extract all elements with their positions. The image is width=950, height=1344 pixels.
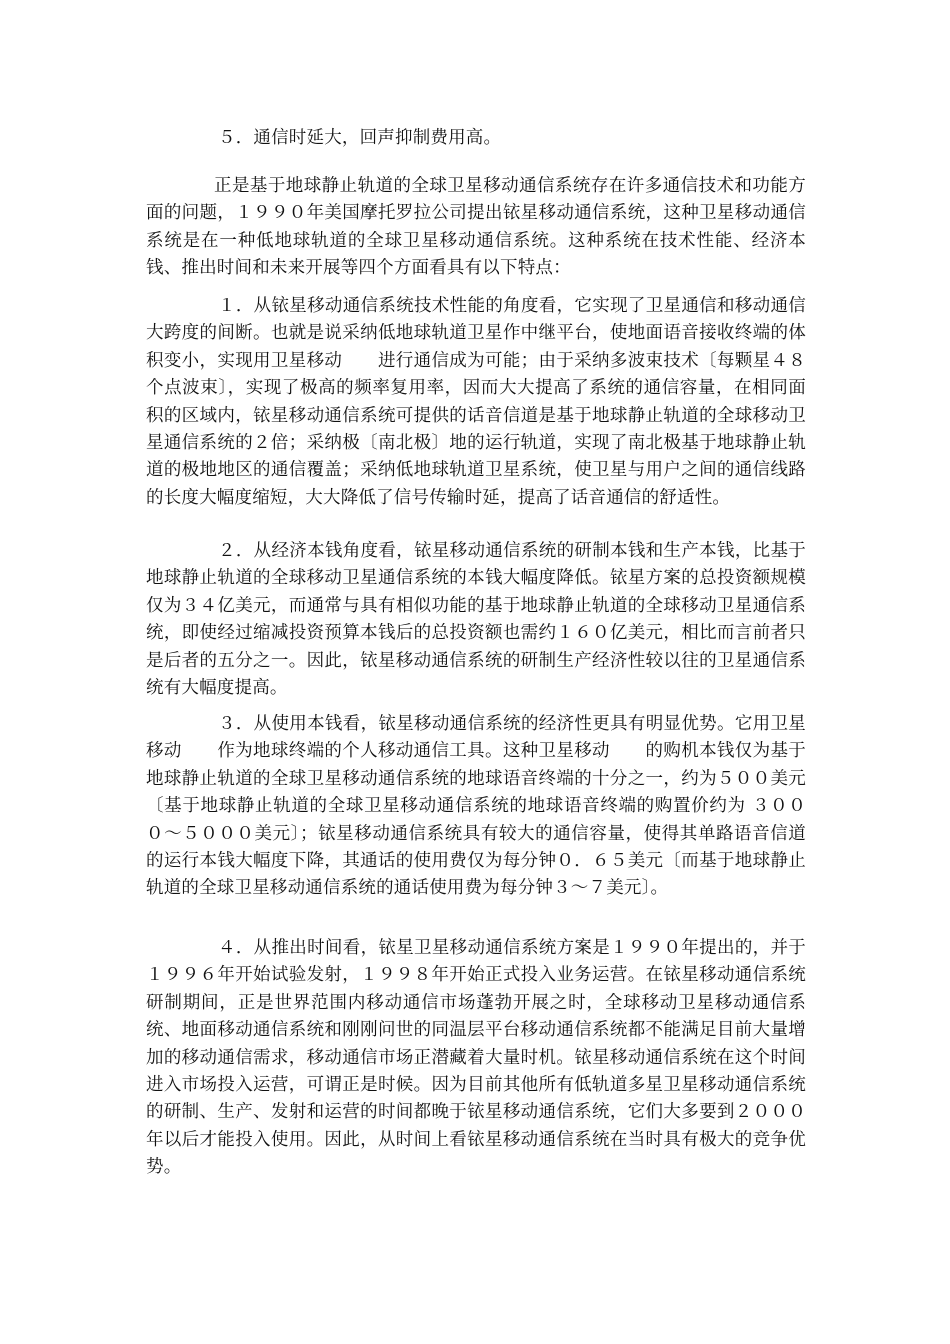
paragraph-echo-suppression: ５．通信时延大，回声抑制费用高。 bbox=[218, 128, 502, 148]
paragraph-iridium-introduction: 正是基于地球静止轨道的全球卫星移动通信系统存在许多通信技术和功能方面的问题，１９９０年美国摩托罗拉公司提出铱星移动通信系统，这种卫星移动通信系统是在一种低地球轨道的全球卫星移动通信系统。这种系统在技术性能、经济本钱、推出时间和未来开展等四个方面看具有以下特点： bbox=[146, 176, 806, 279]
paragraph-technical-performance: １．从铱星移动通信系统技术性能的角度看，它实现了卫星通信和移动通信大跨度的间断。也就是说采纳低地球轨道卫星作中继平台，使地面语音接收终端的体积变小，实现用卫星移动 进行通信成为可能；由于采纳多波束技术〔每颗星４８个点波束〕，实现了极高的频率复用率，因而大大提高了系统的通信容量，在相同面积的区域内，铱星移动通信系统可提供的话音信道是基于地球静止轨道的全球移动卫星通信系统的２倍；采纳极〔南北极〕地的运行轨道，实现了南北极基于地球静止轨道的极地地区的通信覆盖；采纳低地球轨道卫星系统，使卫星与用户之间的通信线路的长度大幅度缩短，大大降低了信号传输时延，提高了话音通信的舒适性。 bbox=[146, 296, 806, 508]
paragraph-economic-cost: ２．从经济本钱角度看，铱星移动通信系统的研制本钱和生产本钱，比基于地球静止轨道的全球移动卫星通信系统的本钱大幅度降低。铱星方案的总投资额规模仅为３４亿美元，而通常与具有相似功能的基于地球静止轨道的全球移动卫星通信系统，即使经过缩减投资预算本钱后的总投资额也需约１６０亿美元，相比而言前者只是后者的五分之一。因此，铱星移动通信系统的研制生产经济性较以往的卫星通信系统有大幅度提高。 bbox=[146, 541, 806, 699]
paragraph-launch-timing: ４．从推出时间看，铱星卫星移动通信系统方案是１９９０年提出的，并于１９９６年开始试验发射，１９９８年开始正式投入业务运营。在铱星移动通信系统研制期间，正是世界范围内移动通信市场蓬勃开展之时，全球移动卫星移动通信系统、地面移动通信系统和刚刚问世的同温层平台移动通信系统都不能满足目前大量增加的移动通信需求，移动通信市场正潜藏着大量时机。铱星移动通信系统在这个时间进入市场投入运营，可谓正是时候。因为目前其他所有低轨道多星卫星移动通信系统的研制、生产、发射和运营的时间都晚于铱星移动通信系统，它们大多要到２０００年以后才能投入使用。因此，从时间上看铱星移动通信系统在当时具有极大的竞争优势。 bbox=[146, 938, 806, 1178]
paragraph-usage-cost: ３．从使用本钱看，铱星移动通信系统的经济性更具有明显优势。它用卫星移动 作为地球终端的个人移动通信工具。这种卫星移动 的购机本钱仅为基于地球静止轨道的全球卫星移动通信系统的地球语音终端的十分之一，约为５００美元〔基于地球静止轨道的全球卫星移动通信系统的地球语音终端的购置价约为 ３０００～５０００美元〕；铱星移动通信系统具有较大的通信容量，使得其单路语音信道的运行本钱大幅度下降，其通话的使用费仅为每分钟０．６５美元〔而基于地球静止轨道的全球卫星移动通信系统的通话使用费为每分钟３～７美元〕。 bbox=[146, 714, 806, 899]
